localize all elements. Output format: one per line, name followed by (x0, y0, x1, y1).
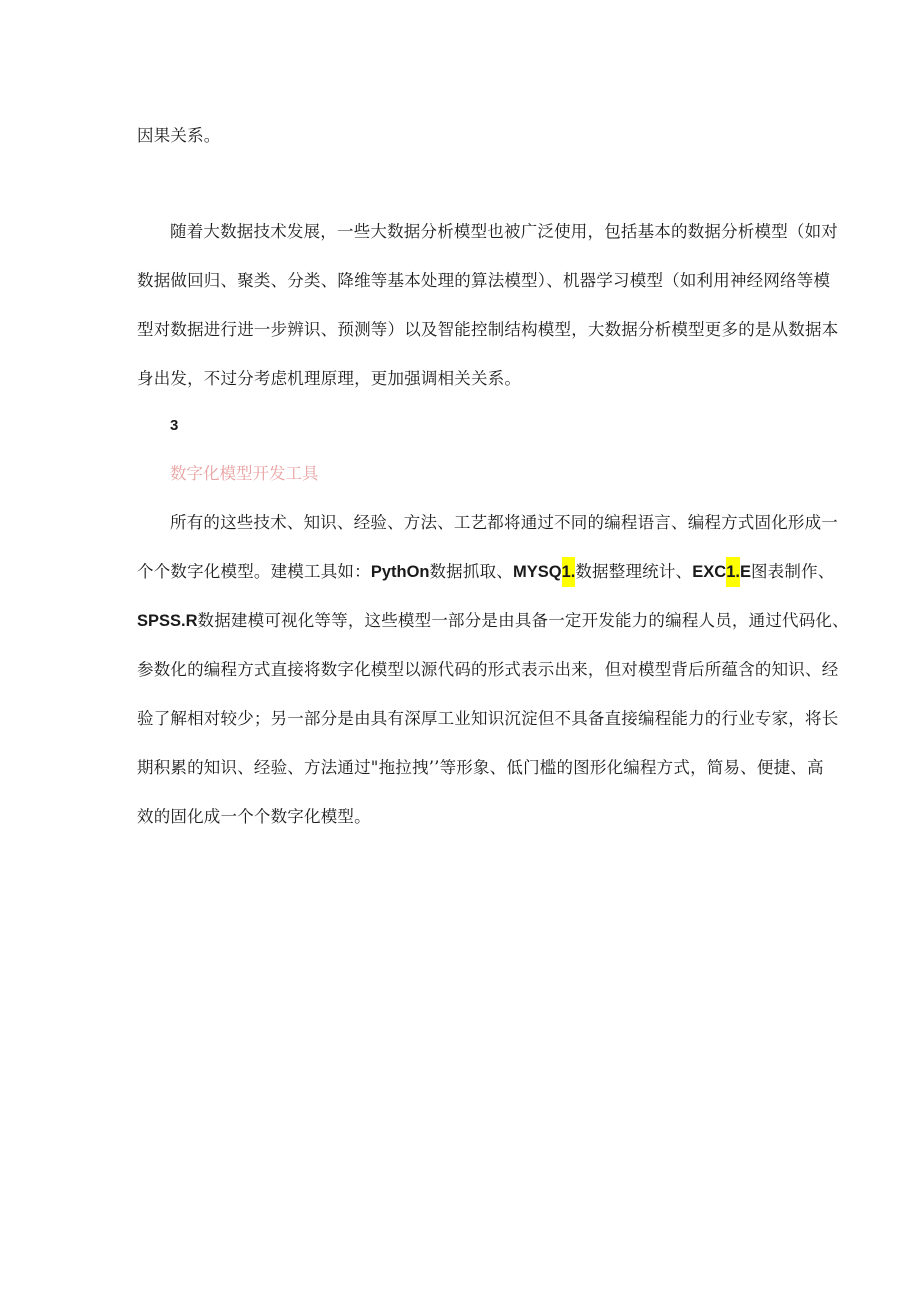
paragraph1-line2: 数据做回归、聚类、分类、降维等基本处理的算法模型）、机器学习模型（如利用神经网络等模 (137, 271, 831, 290)
paragraph2-line7: 效的固化成一个个数字化模型。 (137, 807, 371, 826)
paragraph2-line4: 参数化的编程方式直接将数字化模型以源代码的形式表示出来，但对模型背后所蕴含的知识、经 (137, 660, 839, 679)
paragraph2-line3 (137, 611, 849, 631)
paragraph1-line3: 型对数据进行进一步辨识、预测等）以及智能控制结构模型，大数据分析模型更多的是从数据本 (137, 320, 839, 339)
paragraph2-line5: 验了解相对较少；另一部分是由具有深厚工业知识沉淀但不具备直接编程能力的行业专家，将长 (137, 709, 839, 728)
paragraph2-line2-text-d: 图表制作、 (750, 562, 835, 581)
spss-r-tool-name: SPSS.R (137, 612, 198, 630)
excel-tool-name-a: EXC (692, 563, 727, 581)
mysql-tool-name-highlight: 1. (562, 557, 576, 587)
section-title: 数字化模型开发工具 (170, 464, 319, 483)
paragraph2-line3-text: 数据建模可视化等等，这些模型一部分是由具备一定开发能力的编程人员，通过代码化、 (197, 611, 849, 630)
paragraph1-line4: 身出发，不过分考虑机理原理，更加强调相关关系。 (137, 369, 522, 388)
section-number: 3 (170, 417, 179, 434)
intro-tail-text: 因果关系。 (137, 126, 221, 145)
paragraph1-line1: 随着大数据技术发展，一些大数据分析模型也被广泛使用，包括基本的数据分析模型（如对 (170, 222, 838, 241)
paragraph2-line1: 所有的这些技术、知识、经验、方法、工艺都将通过不同的编程语言、编程方式固化形成一 (170, 513, 838, 532)
python-tool-name: PythOn (370, 563, 430, 581)
mysql-tool-name-a: MYSQ (512, 563, 562, 581)
paragraph2-line2 (137, 562, 834, 582)
paragraph2-line2-text-c: 数据整理统计、 (575, 562, 693, 581)
excel-tool-name-c: E (739, 563, 751, 581)
paragraph2-line2-text-a: 个个数字化模型。建模工具如： (137, 562, 371, 581)
paragraph2-line2-text-b: 数据抓取、 (429, 562, 513, 581)
excel-tool-name-highlight: 1. (726, 557, 740, 587)
paragraph2-line6: 期积累的知识、经验、方法通过"拖拉拽’’等形象、低门槛的图形化编程方式，简易、便捷、高 (137, 758, 824, 777)
